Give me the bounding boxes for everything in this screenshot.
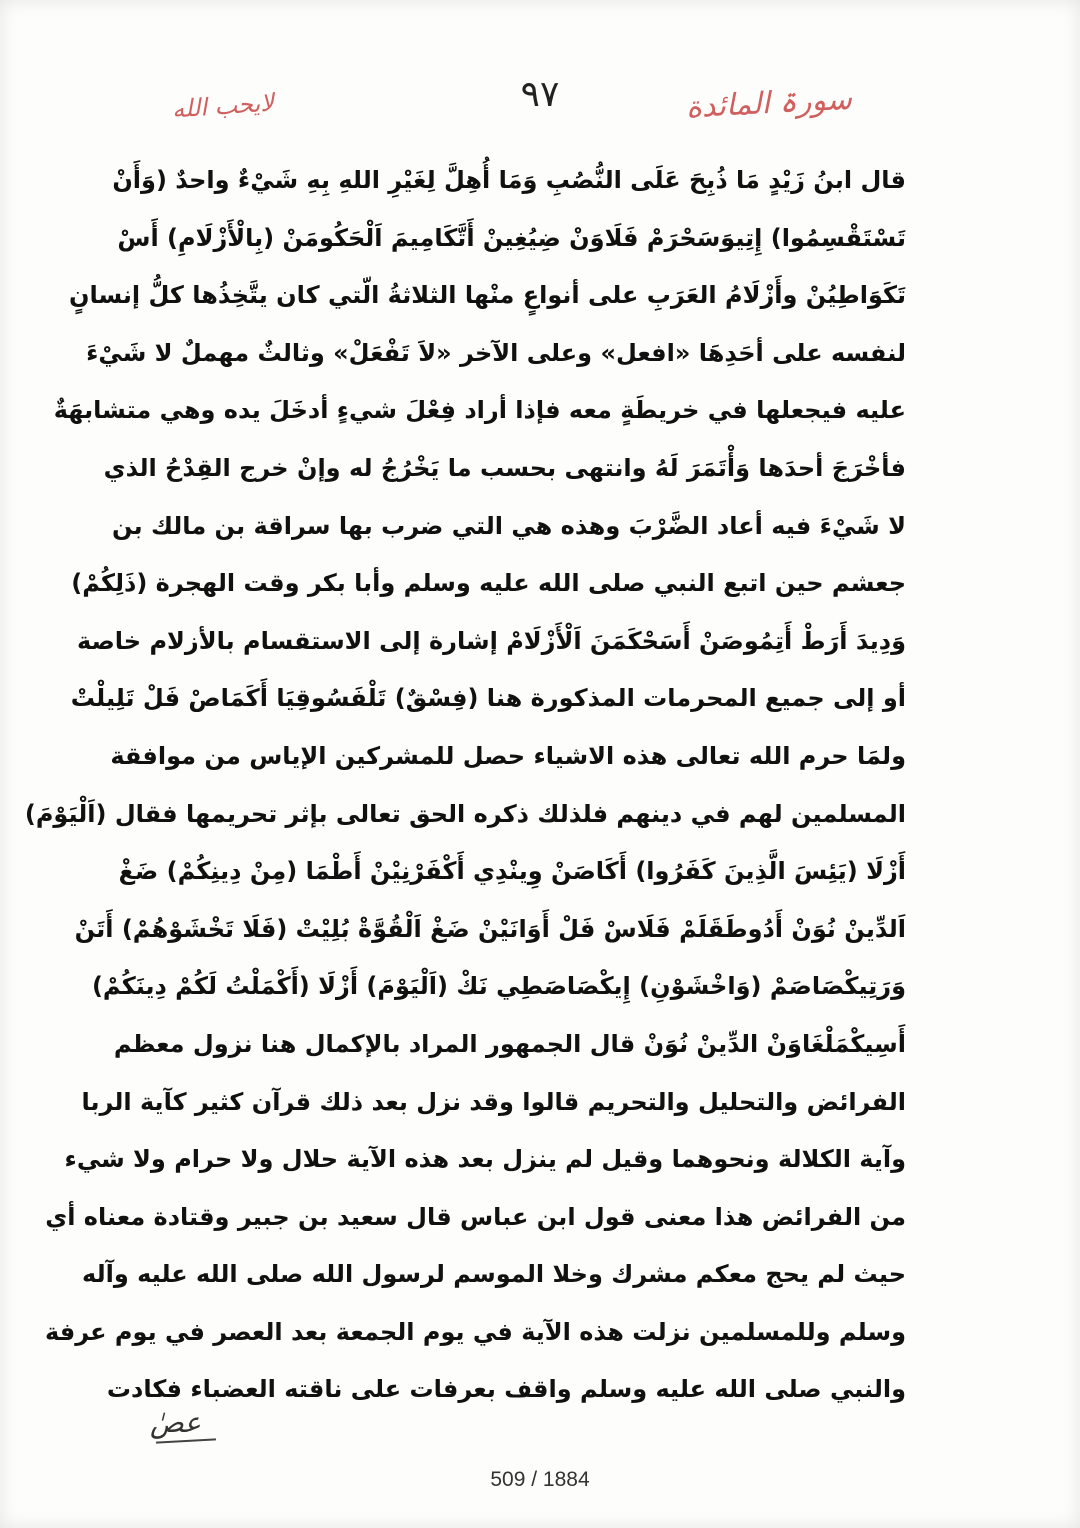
handwritten-signature: عصٰ [150, 1406, 202, 1439]
page-header [0, 70, 1080, 140]
text-line: قال ابنُ زَيْدٍ مَا ذُبِحَ عَلَى النُّصُبِ وَمَا أُهِلَّ لِغَيْرِ اللهِ بِهِ شَيْءٌ واحدٌ (وَأَنْ [112, 166, 906, 194]
text-line: تَكَوَاطِيُنْ وأَزْلَامُ العَرَبِ على أنواعٍ منْها الثلاثةُ الّتي كان يتَّخِذُها كلُّ إنسانٍ [68, 281, 906, 310]
text-line: وَدِيدَ أَرَطْ أَتِمُوصَنْ أَسَحْكَمَنَ اَلْأَزْلَامْ إشارة إلى الاستقسام بالأزلام خاصة [77, 626, 906, 655]
text-line: المسلمين لهم في دينهم فلذلك ذكره الحق تعالى بإثر تحريمها فقال (اَلْيَوْمَ) [24, 799, 906, 828]
handwritten-left-note: لايحب الله [171, 88, 275, 124]
text-line: أو إلى جميع المحرمات المذكورة هنا (فِسْقٌ) تَلْفَسُوقِيَا أَكَمَاصْ فَلْ تَلِيلْتْ [70, 684, 906, 713]
text-line: تَسْتَقْسِمُوا) إِتِيوَسَحْرَمْ فَلَاوَنْ ضِيُغِينْ أَتَّكَامِيمَ اَلْحَكُومَنْ (بِالْأَزْلَامِ) أَسْ [117, 223, 906, 252]
text-line: والنبي صلى الله عليه وسلم واقف بعرفات على ناقته العضباء فكادت [106, 1375, 906, 1404]
text-line: عليه فيجعلها في خريطَةٍ معه فإذا أراد فِعْلَ شيءٍ أدخَلَ يده وهي متشابهَةٌ [53, 396, 906, 425]
text-line: من الفرائض هذا معنى قول ابن عباس قال سعيد بن جبير وقتادة معناه أي [45, 1202, 906, 1231]
text-line: اَلدِّينْ نُوَنْ أَدُوطَقَلَمْ فَلَاسْ فَلْ أَوَانَيْنْ ضَغْ اَلْقُوَّةْ بُلِيْتْ (فَلَا تَخْشَوْهُمْ) أَتَنْ [74, 914, 906, 943]
text-line: لنفسه على أحَدِهَا «افعل» وعلى الآخر «لاَ تَفْعَلْ» وثالثٌ مهملٌ لا شَيْءَ [86, 338, 906, 367]
text-line: جعشم حين اتبع النبي صلى الله عليه وسلم وأبا بكر وقت الهجرة (ذَلِكُمْ) [71, 569, 906, 598]
surah-title: سورۃ المائدة [685, 81, 853, 126]
text-line: أَسِيكْمَلْغَاوَنْ الدِّينْ نُوَنْ قال الجمهور المراد بالإكمال هنا نزول معظم [113, 1029, 906, 1058]
page-counter: 509 / 1884 [490, 1468, 590, 1491]
text-line: أَزْلَا (يَئِسَ الَّذِينَ كَفَرُوا) أَكَاصَنْ وِينْدِي أَكْفَرْنِيْنْ أَطْمَا (مِنْ دِينِكُمْ) ضَغْ [118, 857, 906, 886]
text-line: لا شَيْءَ فيه أعاد الضَّرْبَ وهذه هي التي ضرب بها سراقة بن مالك بن [111, 511, 906, 540]
text-line: وَرَتِيكْصَاصَمْ (وَاخْشَوْنِ) إِيكْصَاصَطِي نَكْ (اَلْيَوْمَ) أَزْلَا (أَكْمَلْتُ لَكُمْ دِينَكُمْ) [91, 972, 906, 1001]
body-text [24, 152, 906, 1419]
text-line: الفرائض والتحليل والتحريم قالوا وقد نزل بعد ذلك قرآن كثير كآية الربا [81, 1087, 906, 1116]
text-line: ولمَا حرم الله تعالى هذه الاشياء حصل للمشركين الإياس من موافقة [110, 741, 906, 770]
signature-underline [156, 1438, 216, 1443]
page-number: ٩٧ [520, 74, 560, 115]
text-line: وآية الكلالة ونحوهما وقيل لم ينزل بعد هذه الآية حلال ولا حرام ولا شيء [64, 1145, 906, 1174]
text-line: فأخْرَجَ أحدَها وَأْتَمَرَ لَهُ وانتهى بحسب ما يَخْرُجُ له وإنْ خرج القِدْحُ الذي [103, 453, 906, 482]
text-line: وسلم وللمسلمين نزلت هذه الآية في يوم الجمعة بعد العصر في يوم عرفة [44, 1317, 906, 1346]
text-line: حيث لم يحج معكم مشرك وخلا الموسم لرسول الله صلى الله عليه وآله [82, 1260, 906, 1289]
